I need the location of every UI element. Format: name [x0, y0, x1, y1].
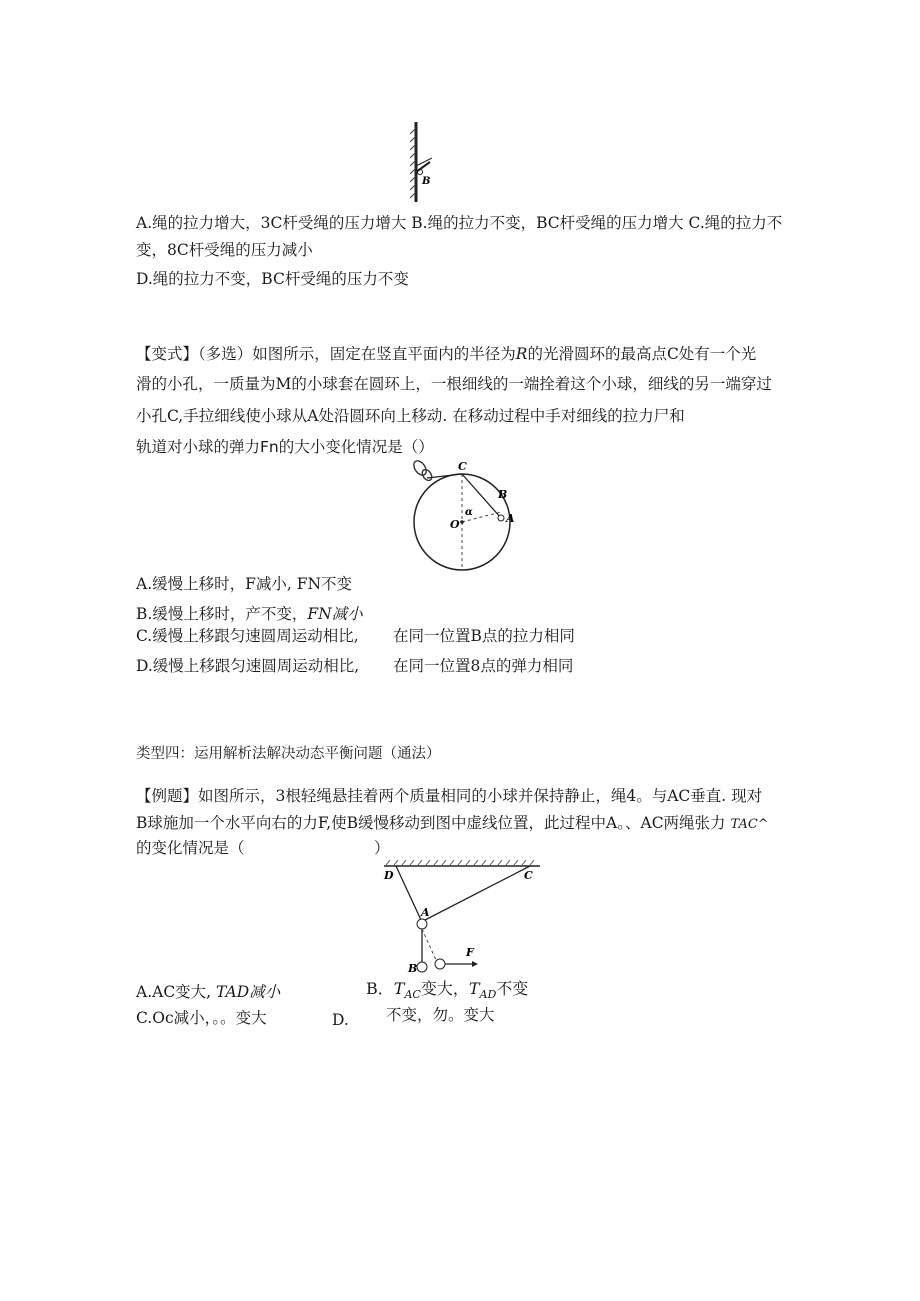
- variant-option-b: B.缓慢上移时，产不变，FN减小: [136, 605, 363, 623]
- variant-option-d-left: D.缓慢上移跟匀速圆周运动相比,: [136, 657, 360, 675]
- type4-example-line3-close: ）: [374, 839, 390, 857]
- variant-line1: 【变式】（多选）如图所示，固定在竖直平面内的半径为R的光滑圆环的最高点C处有一个光: [136, 345, 757, 363]
- variant-line2: 滑的小孔，一质量为M的小球套在圆环上，一根细线的一端拴着这个小球，细线的另一端穿过: [136, 375, 772, 393]
- ring-label-c: C: [458, 460, 467, 473]
- variant-option-a: A.缓慢上移时，F减小, FN不变: [136, 575, 353, 593]
- fig1-label-b: B: [422, 176, 431, 187]
- pendulum-figure: [380, 858, 560, 983]
- problem1-options-line3: D.绳的拉力不变，BC杆受绳的压力不变: [136, 270, 409, 288]
- type4-option-c: C.Oc减小，。。变大: [136, 1009, 267, 1027]
- problem1-options-line2: 变，8C杆受绳的压力减小: [136, 241, 313, 259]
- pendulum-label-a: A: [421, 906, 430, 919]
- pendulum-label-d: D: [384, 869, 394, 882]
- ring-label-b: B: [498, 488, 508, 501]
- variant-option-d-right: 在同一位置8点的弹力相同: [393, 657, 574, 675]
- type4-option-d-label: D.: [332, 1011, 349, 1029]
- type4-heading: 类型四：运用解析法解决动态平衡问题（通法）: [136, 746, 441, 762]
- problem1-options-line1: A.绳的拉力增大，3C杆受绳的压力增大 B.绳的拉力不变，BC杆受绳的压力增大 C.绳的拉力不: [136, 214, 783, 232]
- type4-option-b: B．$T_{AC}$变大，$T_{AD}$不变: [366, 979, 529, 1002]
- ring-label-o: O: [450, 518, 460, 531]
- variant-line3: 小孔C,手拉细线使小球从A处沿圆环向上移动. 在移动过程中手对细线的拉力尸和: [136, 407, 685, 425]
- pendulum-label-f: F: [466, 946, 474, 959]
- type4-option-a: A.AC变大, TAD减小: [136, 983, 281, 1001]
- ring-label-alpha: α: [465, 507, 473, 518]
- type4-option-d-text: 不变，勿。变大: [386, 1006, 495, 1024]
- pendulum-label-b: B: [408, 962, 418, 975]
- variant-line4: 轨道对小球的弹力Fn的大小变化情况是（）: [136, 438, 434, 456]
- pendulum-label-c: C: [524, 869, 533, 882]
- variant-option-c-right: 在同一位置B点的拉力相同: [393, 627, 575, 645]
- type4-example-line1: 【例题】如图所示，3根轻绳悬挂着两个质量相同的小球并保持静止，绳4。与AC垂直. 现对: [136, 787, 763, 805]
- type4-example-line2: B球施加一个水平向右的力F,使B缓慢移动到图中虚线位置，此过程中A。、AC两绳张力 TAC^: [136, 814, 769, 832]
- type4-example-line3: 的变化情况是（: [136, 839, 245, 857]
- ring-figure: [405, 458, 545, 588]
- variant-option-c-left: C.缓慢上移跟匀速圆周运动相比,: [136, 627, 359, 645]
- ring-label-a: A: [506, 512, 515, 525]
- wall-rod-figure: [398, 120, 438, 210]
